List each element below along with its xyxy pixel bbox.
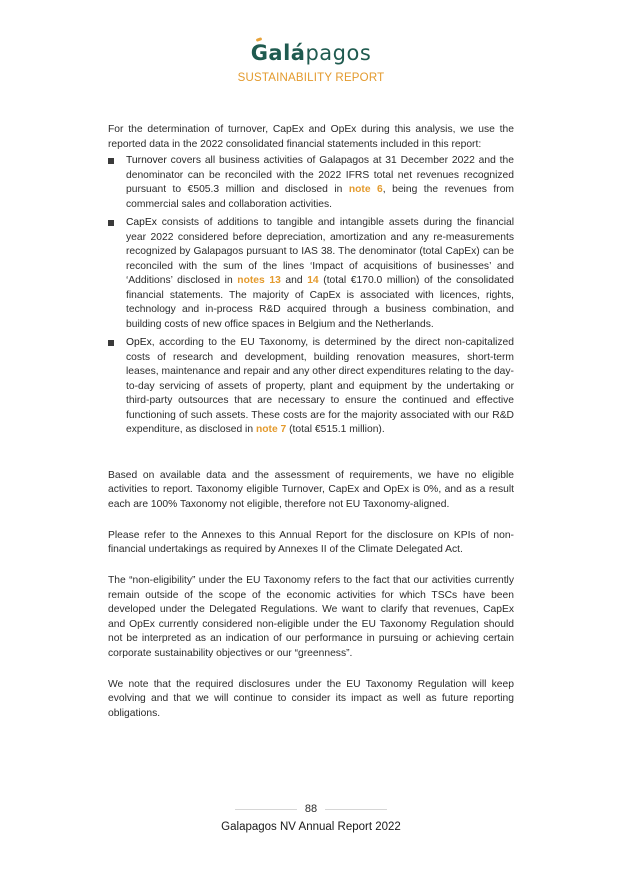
term-opex: OpEx	[126, 337, 152, 348]
report-subtitle: SUSTAINABILITY REPORT	[237, 72, 385, 84]
galapagos-logo	[0, 40, 622, 66]
document-body	[108, 123, 514, 738]
intro-paragraph: For the determination of turnover, CapEx and OpEx during this analysis, we use the reported data in the 2022 consolidated financial statements included in this report:	[108, 124, 514, 150]
note-14-link[interactable]: 14	[307, 275, 319, 286]
page-number-row	[0, 803, 622, 815]
opex-text-b: (total €515.1 million).	[286, 424, 385, 435]
capex-text-a: consists of additions to tangible and intangible assets during the financial year 2022 considered before depreciation, amortization and any re-measurements recognized by Galapagos pursuant to IAS 38. The denominator (total CapEx) can be reconciled with the sum of the lines ‘Impact of acquisitions of businesses’ and ‘Additions’ disclosed in	[126, 217, 514, 286]
opex-text-a: , according to the EU Taxonomy, is determined by the direct non-capitalized costs of research and development, building renovation measures, short-term leases, maintenance and repair and any other direct expenditures relating to the day-to-day servicing of assets of property, plant and equipment by the undertaking or third-party outsources that are necessary to ensure the continued and effective functioning of such assets. These costs are for the majority associated with our R&D expenditure, as disclosed in	[126, 337, 514, 435]
list-item-turnover	[108, 154, 514, 212]
capex-text-mid: and	[280, 275, 308, 286]
logo-bold-text: Galá	[250, 41, 306, 65]
note-6-link[interactable]: note 6	[348, 184, 383, 195]
divider-left	[235, 809, 297, 810]
list-item-opex	[108, 336, 514, 438]
turnover-text-a: covers all business activities of Galapagos at 31 December 2022 and the denominator can be reconciled with the 2022 IFRS total net revenues recognized pursuant to €505.3 million and disclosed in	[126, 155, 514, 195]
list-item-capex	[108, 216, 514, 332]
capex-text-b: (total €170.0 million) of the consolidated financial statements. The majority of CapEx is associated with licences, rights, technology and in-process R&D acquired through a business combination, and building costs of new office spaces in Belgium and the Netherlands.	[126, 275, 514, 330]
page-footer	[0, 803, 622, 833]
logo-light-text: pagos	[305, 41, 372, 65]
footer-report-title: Galapagos NV Annual Report 2022	[221, 821, 401, 833]
paragraph-eligibility: Based on available data and the assessment of requirements, we have no eligible activities to report. Taxonomy eligible Turnover, CapEx and OpEx is 0%, and as a result each are 100% Taxonomy not eligible, therefore not EU Taxonomy-aligned.	[108, 469, 514, 510]
definitions-list	[108, 154, 514, 438]
divider-right	[325, 809, 387, 810]
page-header	[0, 40, 622, 84]
paragraph-non-eligibility: The “non-eligibility” under the EU Taxonomy refers to the fact that our activities currently remain outside of the scope of the economic activities for which TSCs have been developed under the Delegated Regulations. We want to clarify that revenues, CapEx and OpEx currently considered non-eligible under the EU Taxonomy Regulation should not be interpreted as an indication of our performance in pursuing or achieving certain corporate sustainability objectives or our “greenness”.	[108, 575, 514, 659]
note-7-link[interactable]: note 7	[255, 424, 287, 435]
note-13-link[interactable]: notes 13	[237, 275, 281, 286]
paragraph-annexes: Please refer to the Annexes to this Annual Report for the disclosure on KPIs of non-financial undertakings as required by Annexes II of the Climate Delegated Act.	[108, 529, 514, 555]
turnover-text-b: , being the revenues from commercial sales and collaboration activities.	[126, 184, 515, 210]
term-turnover: Turnover	[126, 155, 167, 166]
term-capex: CapEx	[126, 217, 157, 228]
paragraph-future: We note that the required disclosures under the EU Taxonomy Regulation will keep evolving and that we will continue to consider its impact as well as future reporting obligations.	[108, 678, 514, 719]
page-number: 88	[304, 803, 318, 815]
